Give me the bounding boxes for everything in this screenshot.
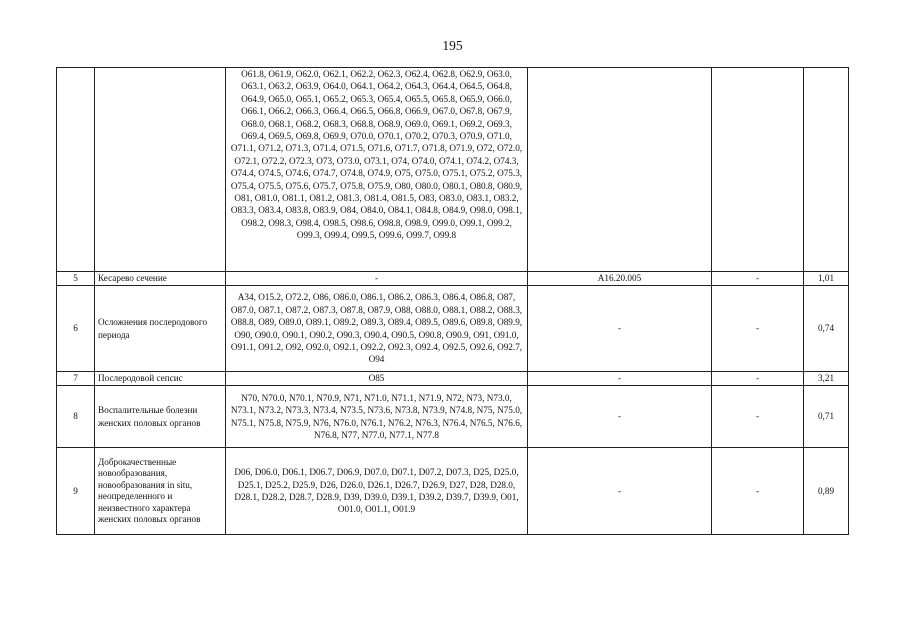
service-code: - (528, 386, 712, 448)
diagnosis-codes: N70, N70.0, N70.1, N70.9, N71, N71.0, N71.1, N71.9, N72, N73, N73.0, N73.1, N73.2, N73.3, N73.4, N73.5, N73.6, N73.8, N73.9, N74.8, N75, N75.0, N75.1, N75.8, N75.9, N76, N76.0, N76.1, N76.2, N76.3, N76.4, N76.5, N76.6, N76.8, N77, N77.0, N77.1, N77.8 (226, 386, 528, 448)
coefficient: 1,01 (804, 272, 849, 286)
other-criterion: - (712, 286, 804, 372)
row-number: 6 (57, 286, 95, 372)
table-row (57, 372, 849, 386)
service-code: - (528, 372, 712, 386)
coefficient: 0,74 (804, 286, 849, 372)
page-number: 195 (442, 38, 463, 53)
table-row (57, 448, 849, 535)
coefficient: 0,71 (804, 386, 849, 448)
coefficient (804, 68, 849, 272)
diagnosis-codes: A34, O15.2, O72.2, O86, O86.0, O86.1, O86.2, O86.3, O86.4, O86.8, O87, O87.0, O87.1, O87.2, O87.3, O87.8, O87.9, O88, O88.0, O88.1, O88.2, O88.3, O88.8, O89, O89.0, O89.1, O89.2, O89.3, O89.4, O89.5, O89.6, O89.8, O89.9, O90, O90.0, O90.1, O90.2, O90.3, O90.4, O90.5, O90.8, O90.9, O91, O91.0, O91.1, O91.2, O92, O92.0, O92.1, O92.2, O92.3, O92.4, O92.5, O92.6, O92.7, O94 (226, 286, 528, 372)
row-number: 5 (57, 272, 95, 286)
other-criterion: - (712, 272, 804, 286)
diagnosis-codes: O85 (226, 372, 528, 386)
coefficient: 0,89 (804, 448, 849, 535)
diagnosis-codes: D06, D06.0, D06.1, D06.7, D06.9, D07.0, D07.1, D07.2, D07.3, D25, D25.0, D25.1, D25.2, D25.9, D26, D26.0, D26.1, D26.7, D26.9, D27, D28, D28.0, D28.1, D28.2, D28.7, D28.9, D39, D39.0, D39.1, D39.2, D39.7, D39.9, O01, O01.0, O01.1, O01.9 (226, 448, 528, 535)
group-name (95, 68, 226, 272)
other-criterion (712, 68, 804, 272)
table-row (57, 272, 849, 286)
diagnosis-codes: - (226, 272, 528, 286)
table-row (57, 386, 849, 448)
row-number: 7 (57, 372, 95, 386)
group-name: Воспалительные болезни женских половых органов (95, 386, 226, 448)
group-name: Послеродовой сепсис (95, 372, 226, 386)
service-code: - (528, 448, 712, 535)
group-name: Кесарево сечение (95, 272, 226, 286)
coefficient: 3,21 (804, 372, 849, 386)
other-criterion: - (712, 448, 804, 535)
drg-codes-table (56, 67, 849, 535)
diagnosis-codes: O61.8, O61.9, O62.0, O62.1, O62.2, O62.3, O62.4, O62.8, O62.9, O63.0, O63.1, O63.2, O63.9, O64.0, O64.1, O64.2, O64.3, O64.4, O64.5, O64.8, O64.9, O65.0, O65.1, O65.2, O65.3, O65.4, O65.5, O65.8, O65.9, O66.0, O66.1, O66.2, O66.3, O66.4, O66.5, O66.8, O66.9, O67.0, O67.8, O67.9, O68.0, O68.1, O68.2, O68.3, O68.8, O68.9, O69.0, O69.1, O69.2, O69.3, O69.4, O69.5, O69.8, O69.9, O70.0, O70.1, O70.2, O70.3, O70.9, O71.0, O71.1, O71.2, O71.3, O71.4, O71.5, O71.6, O71.7, O71.8, O71.9, O72, O72.0, O72.1, O72.2, O72.3, O73, O73.0, O73.1, O74, O74.0, O74.1, O74.2, O74.3, O74.4, O74.5, O74.6, O74.7, O74.8, O74.9, O75, O75.0, O75.1, O75.2, O75.3, O75.4, O75.5, O75.6, O75.7, O75.8, O75.9, O80, O80.0, O80.1, O80.8, O80.9, O81, O81.0, O81.1, O81.2, O81.3, O81.4, O81.5, O83, O83.0, O83.1, O83.2, O83.3, O83.4, O83.8, O83.9, O84, O84.0, O84.1, O84.8, O84.9, O98.0, O98.1, O98.2, O98.3, O98.4, O98.5, O98.6, O98.8, O98.9, O99.0, O99.1, O99.2, O99.3, O99.4, O99.5, O99.6, O99.7, O99.8 (226, 68, 528, 272)
group-name: Доброкачественные новообразования, новообразования in situ, неопределенного и неизвестного характера женских половых органов (95, 448, 226, 535)
row-number: 8 (57, 386, 95, 448)
service-code: - (528, 286, 712, 372)
other-criterion: - (712, 386, 804, 448)
row-number (57, 68, 95, 272)
group-name: Осложнения послеродового периода (95, 286, 226, 372)
row-number: 9 (57, 448, 95, 535)
service-code (528, 68, 712, 272)
service-code: A16.20.005 (528, 272, 712, 286)
other-criterion: - (712, 372, 804, 386)
table-row (57, 68, 849, 272)
table-row (57, 286, 849, 372)
